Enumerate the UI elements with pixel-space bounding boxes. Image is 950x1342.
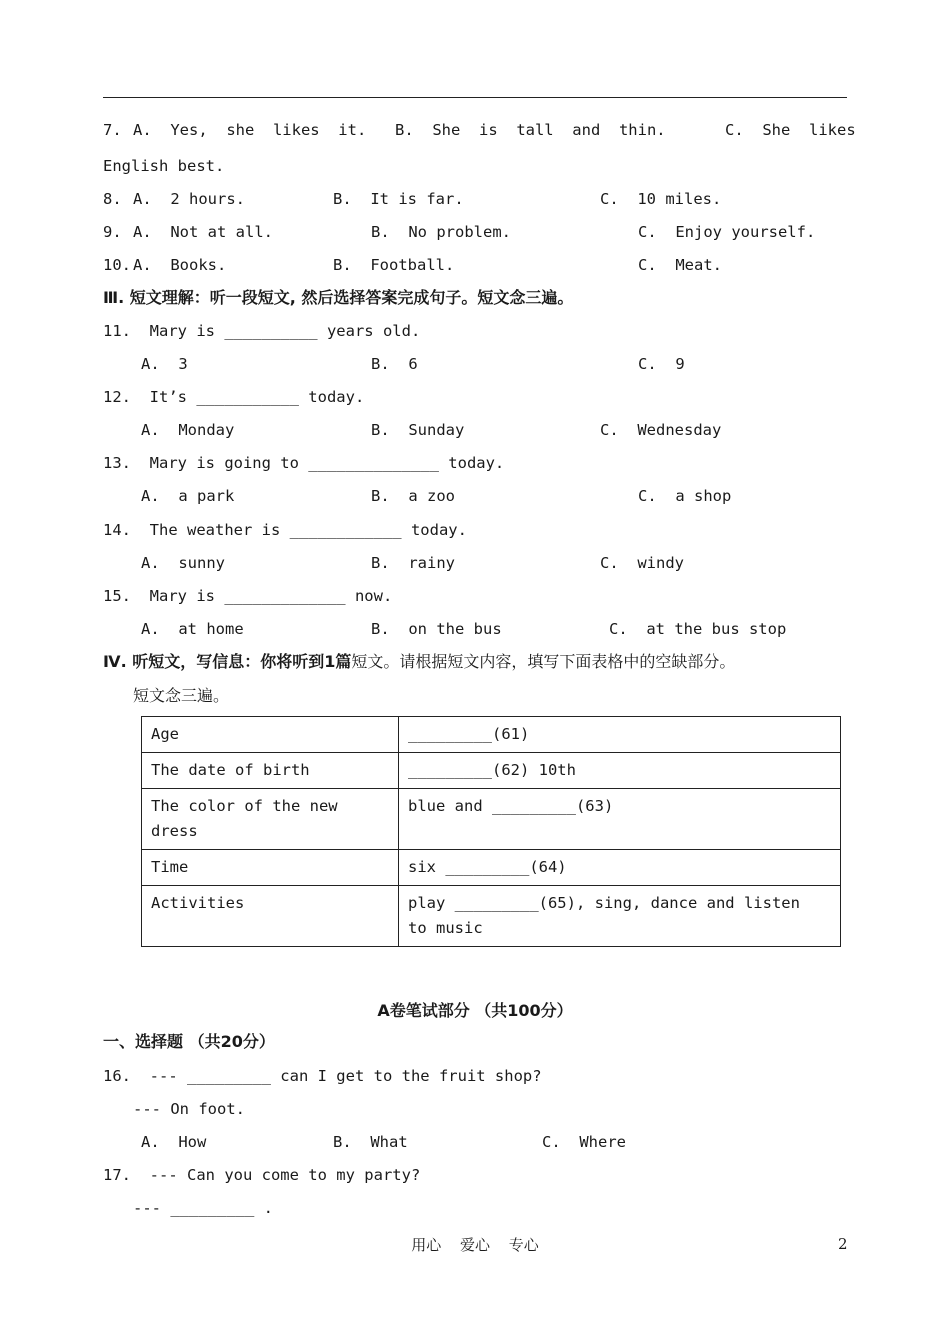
q9-option-a: A. Not at all. [133,223,273,241]
q7-number: 7. [103,121,122,139]
q8-option-b: B. It is far. [333,190,464,208]
table-cell-key: Age [142,717,399,753]
table-cell-value: play _________(65), sing, dance and listen to music [399,886,841,947]
q7-option-c-continued: English best. [103,157,225,175]
q11-stem: 11. Mary is __________ years old. [103,322,421,340]
q11-option-b: B. 6 [371,355,418,373]
section-one-heading: 一、选择题 （共20分） [103,1032,275,1051]
q16-option-a: A. How [141,1133,207,1151]
q12-option-a: A. Monday [141,421,235,439]
q10-option-c: C. Meat. [638,256,722,274]
q14-option-c: C. windy [600,554,684,572]
q9-number: 9. [103,223,122,241]
q11-option-c: C. 9 [638,355,685,373]
q10-option-a: A. Books. [133,256,227,274]
q7-option-c: C. She likes [725,121,856,139]
part-a-title: A卷笔试部分 （共100分） [377,1001,573,1020]
q15-option-c: C. at the bus stop [609,620,787,638]
q7-option-b: B. She is tall and thin. [395,121,666,139]
q8-option-c: C. 10 miles. [600,190,722,208]
q14-option-b: B. rainy [371,554,455,572]
q16-option-b: B. What [333,1133,408,1151]
section-4-heading-rest: 短文。请根据短文内容，填写下面表格中的空缺部分。 [351,652,736,671]
table-row [142,886,841,947]
table-cell-key: The color of the new dress [142,789,399,850]
q13-option-b: B. a zoo [371,487,455,505]
section-4-heading-line2: 短文念三遍。 [133,686,230,705]
table-cell-value: six _________(64) [399,850,841,886]
table-cell-key: Activities [142,886,399,947]
section-4-heading-bold: Ⅳ. 听短文，写信息：你将听到1篇 [103,652,352,671]
q13-option-a: A. a park [141,487,235,505]
q9-option-b: B. No problem. [371,223,511,241]
q15-stem: 15. Mary is _____________ now. [103,587,393,605]
q8-number: 8. [103,190,122,208]
q10-number: 10. [103,256,131,274]
table-row [142,789,841,850]
q14-option-a: A. sunny [141,554,225,572]
q16-reply: --- On foot. [133,1100,245,1118]
table-cell-value: _________(62) 10th [399,753,841,789]
q10-option-b: B. Football. [333,256,455,274]
q11-option-a: A. 3 [141,355,188,373]
q15-option-b: B. on the bus [371,620,502,638]
q13-stem: 13. Mary is going to ______________ today. [103,454,505,472]
table-row [142,717,841,753]
q15-option-a: A. at home [141,620,244,638]
section-3-heading: Ⅲ. 短文理解：听一段短文, 然后选择答案完成句子。短文念三遍。 [103,288,574,307]
table-cell-key: Time [142,850,399,886]
section-4-heading [103,652,735,672]
info-table [141,716,841,947]
q12-option-c: C. Wednesday [600,421,722,439]
table-cell-value: blue and _________(63) [399,789,841,850]
table-row [142,753,841,789]
q16-option-c: C. Where [542,1133,626,1151]
q12-option-b: B. Sunday [371,421,465,439]
table-cell-key: The date of birth [142,753,399,789]
q16-stem: 16. --- _________ can I get to the fruit shop? [103,1067,542,1085]
q9-option-c: C. Enjoy yourself. [638,223,816,241]
table-row [142,850,841,886]
q14-stem: 14. The weather is ____________ today. [103,521,467,539]
q8-option-a: A. 2 hours. [133,190,245,208]
footer-motto: 用心 爱心 专心 [411,1236,539,1254]
table-cell-value: _________(61) [399,717,841,753]
q13-option-c: C. a shop [638,487,732,505]
q12-stem: 12. It’s ___________ today. [103,388,365,406]
page-number: 2 [838,1235,848,1253]
q7-option-a: A. Yes, she likes it. [133,121,367,139]
q17-reply: --- _________ . [133,1199,273,1217]
q17-stem: 17. --- Can you come to my party? [103,1166,421,1184]
header-rule [103,97,847,98]
